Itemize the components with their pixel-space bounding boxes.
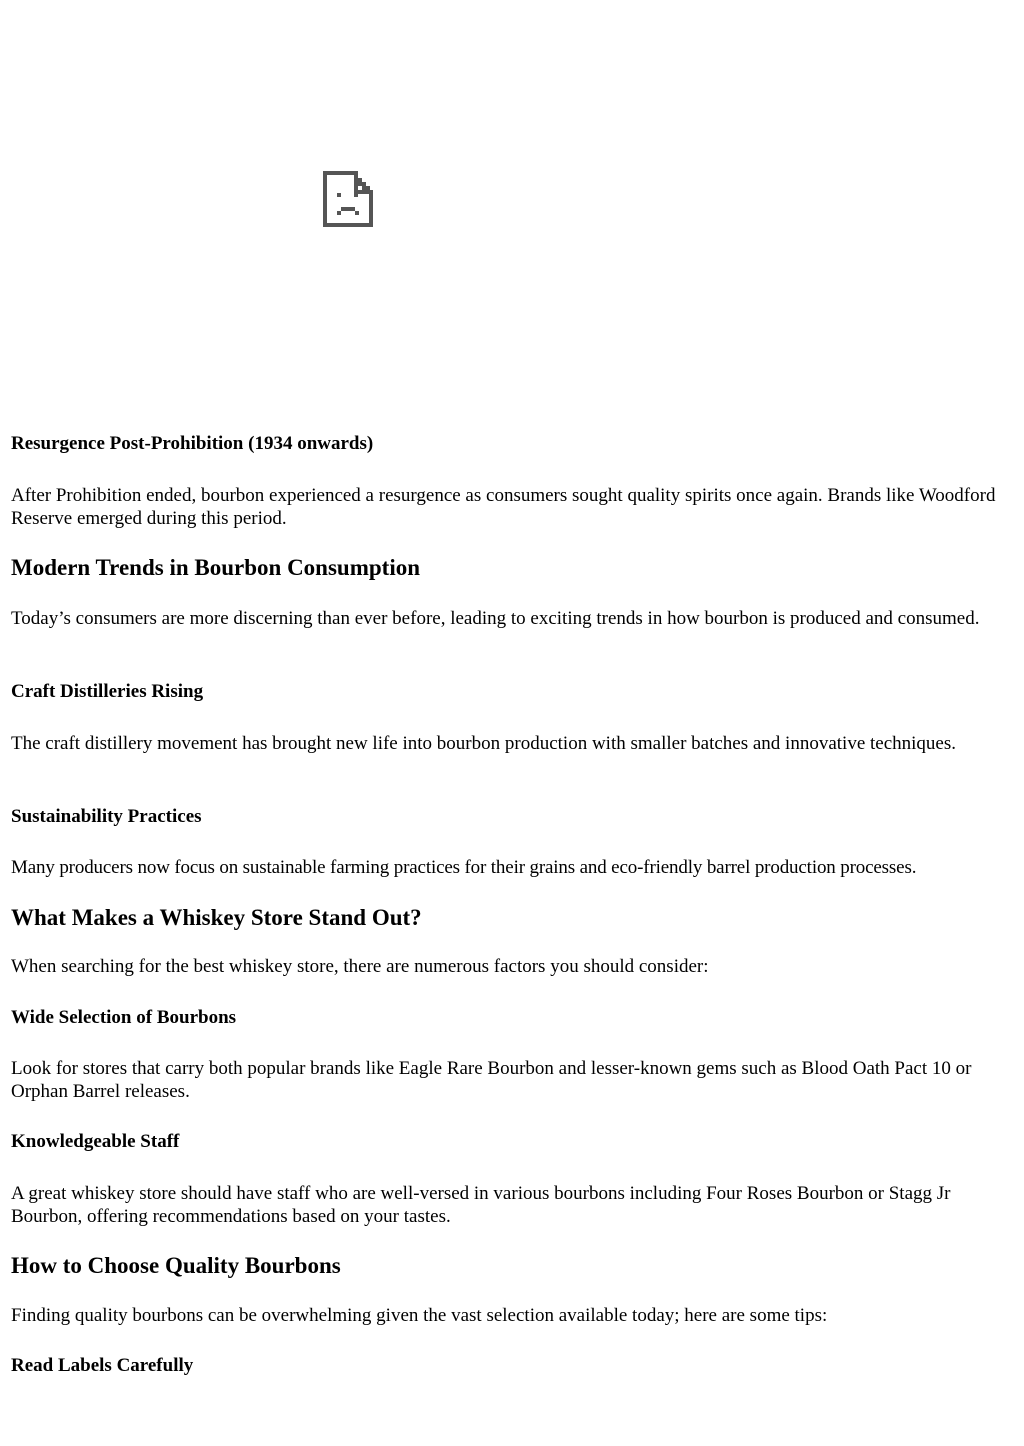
section-heading: Modern Trends in Bourbon Consumption: [11, 555, 421, 580]
section-heading: Read Labels Carefully: [11, 1355, 194, 1376]
broken-image-icon: [322, 170, 374, 228]
section-heading: How to Choose Quality Bourbons: [11, 1253, 341, 1278]
paragraph: When searching for the best whiskey store, there are numerous factors you should consider:: [11, 956, 709, 977]
paragraph: Finding quality bourbons can be overwhelming given the vast selection available today; here are some tips:: [11, 1305, 828, 1326]
paragraph: Today’s consumers are more discerning than ever before, leading to exciting trends in how bourbon is produced and consumed.: [11, 608, 980, 629]
paragraph: The craft distillery movement has brought new life into bourbon production with smaller batches and innovative techniques.: [11, 733, 957, 754]
paragraph: Many producers now focus on sustainable farming practices for their grains and eco-friendly barrel production processes.: [11, 857, 917, 878]
section-heading: Wide Selection of Bourbons: [11, 1007, 237, 1028]
paragraph: A great whiskey store should have staff who are well-versed in various bourbons including Four Roses Bourbon or Stagg Jr Bourbon, offering recommendations based on your tastes.: [11, 1183, 951, 1227]
section-heading: Resurgence Post-Prohibition (1934 onwards): [11, 433, 374, 454]
section-heading: Craft Distilleries Rising: [11, 681, 204, 702]
section-heading: Sustainability Practices: [11, 806, 202, 827]
section-heading: Knowledgeable Staff: [11, 1131, 180, 1152]
paragraph: After Prohibition ended, bourbon experienced a resurgence as consumers sought quality spirits once again. Brands like Woodford Reserve emerged during this period.: [11, 485, 996, 529]
paragraph: Look for stores that carry both popular brands like Eagle Rare Bourbon and lesser-known gems such as Blood Oath Pact 10 or Orphan Barrel releases.: [11, 1058, 972, 1102]
section-heading: What Makes a Whiskey Store Stand Out?: [11, 905, 422, 930]
